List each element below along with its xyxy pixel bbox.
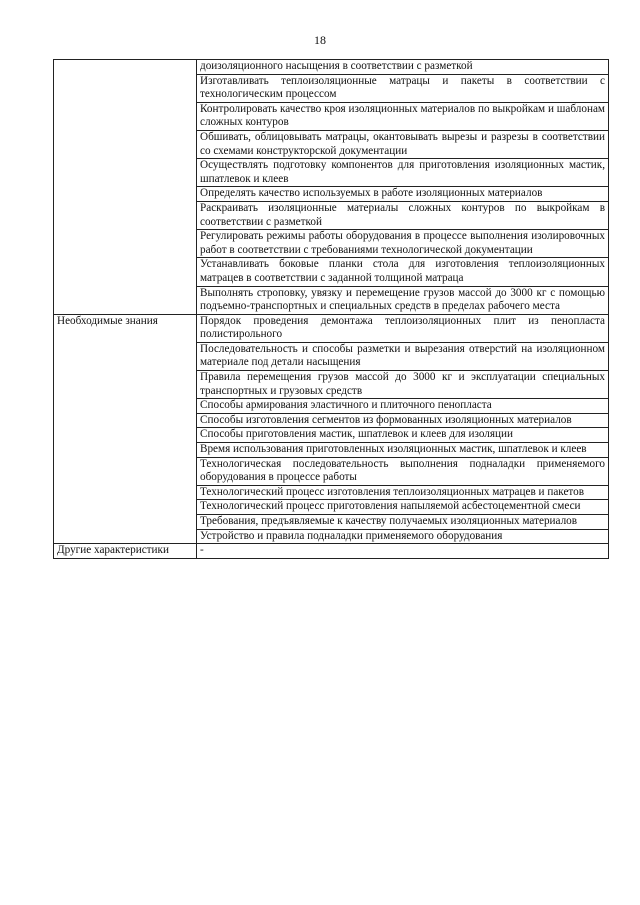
row-label-other-characteristics: Другие характеристики <box>54 544 197 559</box>
table-cell: Изготавливать теплоизоляционные матрацы и пакеты в соответствии с технологическим процессом <box>197 74 609 102</box>
table-cell: Правила перемещения грузов массой до 3000 кг и эксплуатации специальных транспортных и грузовых средств <box>197 371 609 399</box>
table-cell: Способы изготовления сегментов из формованных изоляционных материалов <box>197 413 609 428</box>
table-cell: Технологический процесс изготовления теплоизоляционных матрацев и пакетов <box>197 485 609 500</box>
table-cell: - <box>197 544 609 559</box>
table-cell: Обшивать, облицовывать матрацы, окантовывать вырезы и разрезы в соответствии со схемами конструкторской документации <box>197 130 609 158</box>
table-cell: Контролировать качество кроя изоляционных материалов по выкройкам и шаблонам сложных контуров <box>197 102 609 130</box>
table-cell: Определять качество используемых в работе изоляционных материалов <box>197 187 609 202</box>
requirements-table <box>53 59 609 559</box>
table-cell: Время использования приготовленных изоляционных мастик, шпатлевок и клеев <box>197 443 609 458</box>
table-cell: Последовательность и способы разметки и вырезания отверстий на изоляционном материале под детали насыщения <box>197 342 609 370</box>
table-cell: Порядок проведения демонтажа теплоизоляционных плит из пенопласта полистирольного <box>197 314 609 342</box>
table-cell: Способы армирования эластичного и плиточного пенопласта <box>197 399 609 414</box>
table-cell: доизоляционного насыщения в соответствии с разметкой <box>197 60 609 75</box>
table-row <box>54 60 609 75</box>
table-cell: Устройство и правила подналадки применяемого оборудования <box>197 529 609 544</box>
row-label-continuation <box>54 60 197 315</box>
table-cell: Раскраивать изоляционные материалы сложных контуров по выкройкам в соответствии с разметкой <box>197 201 609 229</box>
table-cell: Способы приготовления мастик, шпатлевок и клеев для изоляции <box>197 428 609 443</box>
table-cell: Требования, предъявляемые к качеству получаемых изоляционных материалов <box>197 515 609 530</box>
table-row <box>54 314 609 342</box>
table-cell: Выполнять строповку, увязку и перемещение грузов массой до 3000 кг с помощью подъемно-транспортных и специальных средств в пределах рабочего места <box>197 286 609 314</box>
table-cell: Технологический процесс приготовления напыляемой асбестоцементной смеси <box>197 500 609 515</box>
table-cell: Технологическая последовательность выполнения подналадки применяемого оборудования в процессе работы <box>197 457 609 485</box>
table-cell: Устанавливать боковые планки стола для изготовления теплоизоляционных матрацев в соответствии с заданной толщиной матраца <box>197 258 609 286</box>
table-cell: Осуществлять подготовку компонентов для приготовления изоляционных мастик, шпатлевок и клеев <box>197 159 609 187</box>
table-row <box>54 544 609 559</box>
table-cell: Регулировать режимы работы оборудования в процессе выполнения изолировочных работ в соответствии с требованиями технологической документации <box>197 230 609 258</box>
row-label-required-knowledge: Необходимые знания <box>54 314 197 544</box>
page-number: 18 <box>314 33 326 47</box>
